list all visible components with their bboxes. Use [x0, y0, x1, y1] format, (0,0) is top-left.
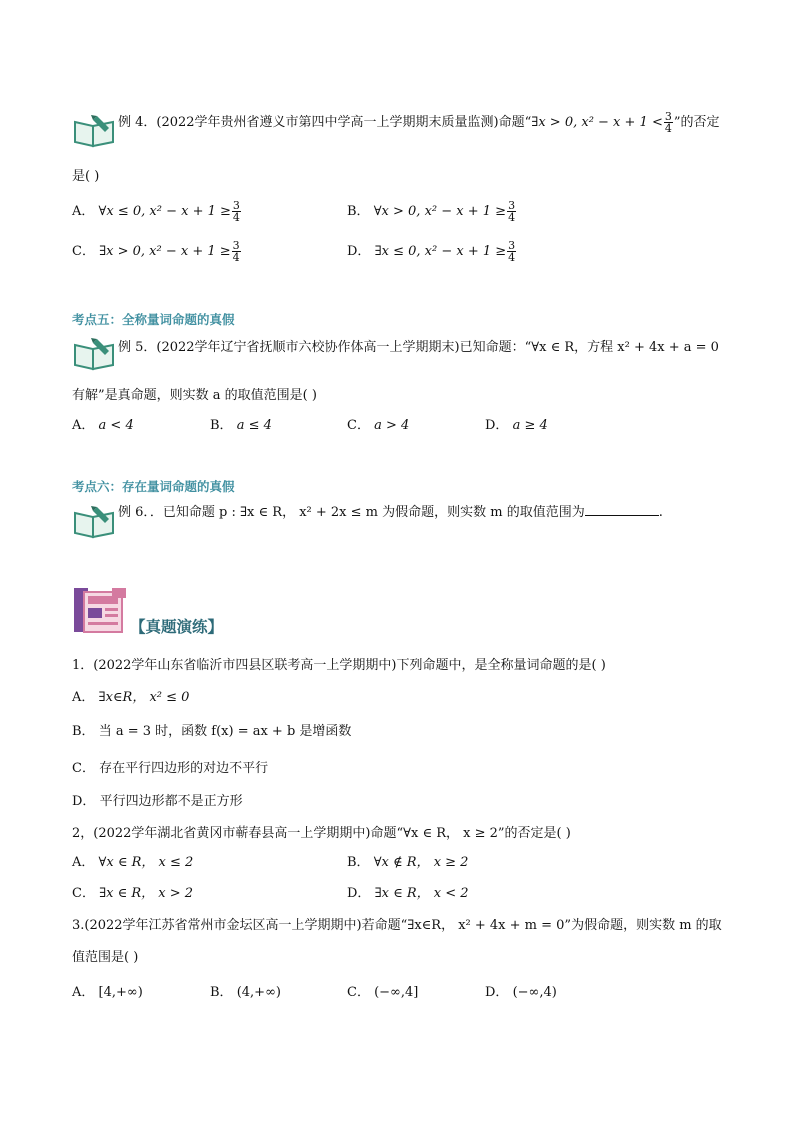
question-3-option-b[interactable]: B． (4,+∞) [210, 985, 281, 1000]
question-2-option-b[interactable]: B． ∀x ∉ R， x ≥ 2 [347, 855, 469, 870]
example-6-end: . [658, 505, 663, 520]
question-1-option-c[interactable]: C． 存在平行四边形的对边不平行 [72, 761, 269, 776]
example-4-label: 例 4． [118, 115, 157, 130]
question-1-option-a[interactable]: A． ∃x∈R， x² ≤ 0 [72, 690, 190, 705]
example-4-line2: 是( ) [72, 169, 100, 184]
question-1-option-b[interactable]: B． 当 a = 3 时，函数 f(x) = ax + b 是增函数 [72, 724, 352, 739]
example-5-option-c[interactable]: C． a > 4 [347, 418, 410, 433]
example-4-proposition: ∃x > 0, x² − x + 1 < [531, 115, 663, 130]
question-3-option-d[interactable]: D． (−∞,4) [485, 985, 557, 1000]
question-3-line2: 值范围是( ) [72, 950, 139, 965]
example-5-option-b[interactable]: B． a ≤ 4 [210, 418, 272, 433]
example-5-option-d[interactable]: D． a ≥ 4 [485, 418, 548, 433]
book-pencil-icon [72, 503, 118, 539]
example-4-tail: ”的否定 [673, 115, 720, 130]
question-3-option-a[interactable]: A． [4,+∞) [72, 985, 143, 1000]
section-5-title: 考点五：全称量词命题的真假 [72, 312, 235, 327]
example-5-label: 例 5． [118, 340, 157, 355]
example-5-option-a[interactable]: A． a < 4 [72, 418, 134, 433]
question-3-text: 3.(2022学年江苏省常州市金坛区高一上学期期中)若命题“∃x∈R， x² + 4x + m = 0”为假命题，则实数 m 的取 [72, 918, 722, 933]
book-pencil-icon [72, 112, 118, 148]
example-4-option-c[interactable]: C． ∃x > 0, x² − x + 1 ≥ $\frac{3}{4}$ [72, 239, 240, 264]
question-2-text: 2，(2022学年湖北省黄冈市蕲春县高一上学期期中)命题“∀x ∈ R， x ≥ 2”的否定是( ) [72, 826, 571, 841]
example-4-option-d[interactable]: D． ∃x ≤ 0, x² − x + 1 ≥ $\frac{3}{4}$ [347, 239, 516, 264]
example-4-option-b[interactable]: B． ∀x > 0, x² − x + 1 ≥ $\frac{3}{4}$ [347, 199, 516, 224]
question-2-option-a[interactable]: A． ∀x ∈ R， x ≤ 2 [72, 855, 194, 870]
question-1-text: 1．(2022学年山东省临沂市四县区联考高一上学期期中)下列命题中，是全称量词命题的是( ) [72, 658, 606, 673]
answer-blank[interactable] [585, 503, 659, 516]
question-2-option-c[interactable]: C． ∃x ∈ R， x > 2 [72, 886, 194, 901]
question-2-option-d[interactable]: D． ∃x ∈ R， x < 2 [347, 886, 469, 901]
question-1-option-d[interactable]: D． 平行四边形都不是正方形 [72, 794, 243, 809]
example-5-text: (2022学年辽宁省抚顺市六校协作体高一上学期期末)已知命题：“∀x ∈ R，方程 x² + 4x + a = 0 [156, 340, 719, 355]
question-3-option-c[interactable]: C． (−∞,4] [347, 985, 419, 1000]
example-4-source: (2022学年贵州省遵义市第四中学高一上学期期末质量监测)命题“ [156, 115, 532, 130]
example-6-label: 例 6． [118, 505, 150, 520]
example-5-line2: 有解”是真命题，则实数 a 的取值范围是( ) [72, 388, 317, 403]
exam-paper-icon [72, 586, 128, 636]
example-4-fraction: $\frac{3}{4}$ [664, 110, 672, 135]
example-6-text: ．已知命题 p : ∃x ∈ R， x² + 2x ≤ m 为假命题，则实数 m 的取值范围为 [149, 505, 585, 520]
section-6-title: 考点六：存在量词命题的真假 [72, 479, 235, 494]
example-4-option-a[interactable]: A． ∀x ≤ 0, x² − x + 1 ≥ $\frac{3}{4}$ [72, 199, 240, 224]
book-pencil-icon [72, 335, 118, 371]
banner-title: 【真题演练】 [130, 618, 224, 636]
